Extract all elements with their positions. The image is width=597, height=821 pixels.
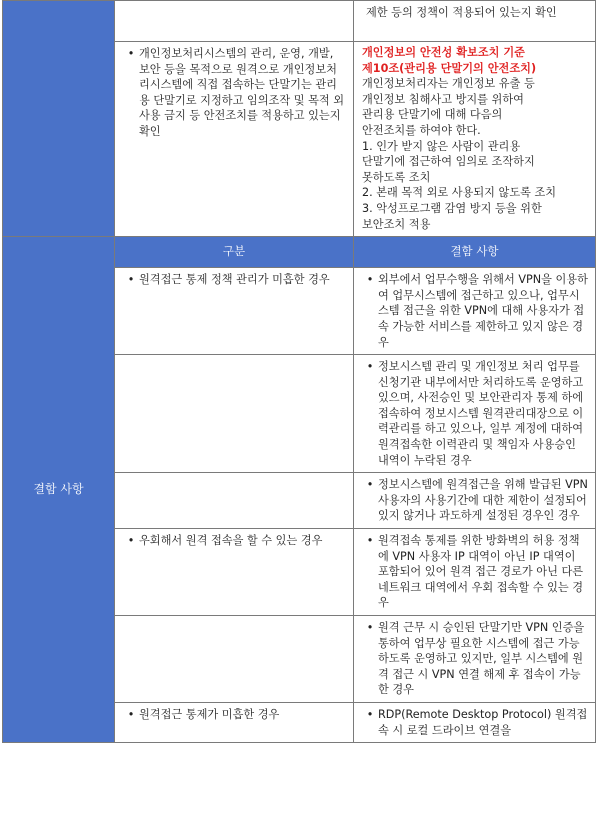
- bullet-icon: •: [127, 534, 135, 548]
- standard-line: 2. 본래 목적 외로 사용되지 않도록 조치: [362, 186, 557, 200]
- bullet-icon: •: [366, 707, 374, 721]
- finding-cell: [354, 268, 596, 355]
- finding-text: 외부에서 업무수행을 위해서 VPN을 이용하여 업무시스템에 접근하고 있으나, 업무시스템 접근을 위한 VPN에 대해 사용자가 접속 가능한 서비스를 제한하고 있지 않은 경우: [378, 273, 588, 349]
- category-text: 원격접근 통제가 미흡한 경우: [139, 707, 280, 721]
- finding-text: 정보시스템에 원격접근을 위해 발급된 VPN 사용자의 사용기간에 대한 제한이 설정되어 있지 않거나 과도하게 설정된 경우인 경우: [378, 478, 588, 523]
- standard-line: 보안조치 적용: [362, 217, 431, 231]
- top-row-2-right: [354, 42, 596, 237]
- finding-cell: [354, 473, 596, 529]
- top-side-cell: [3, 1, 115, 237]
- standard-line: 안전조치를 하여야 한다.: [362, 123, 481, 137]
- column-header-category: 구분: [115, 237, 354, 268]
- bullet-icon: •: [366, 478, 374, 492]
- top-row-1-left: [115, 1, 354, 42]
- standard-line: 못하도록 조치: [362, 170, 431, 184]
- check-item-text: 개인정보처리시스템의 관리, 운영, 개발, 보안 등을 목적으로 원격으로 개인정보처리시스템에 직접 접속하는 단말기는 관리용 단말기로 지정하고 임의조작 및 목적 외 사용 금지 등 안전조치를 적용하고 있는지 확인: [139, 47, 345, 138]
- bullet-icon: •: [127, 707, 135, 721]
- finding-text: 원격 근무 시 승인된 단말기만 VPN 인증을 통하여 업무상 필요한 시스템에 접근 가능하도록 운영하고 있지만, 일부 시스템에 원격 접근 시 VPN 연결 해제 후 접속이 가능한 경우: [378, 621, 585, 697]
- top-row-1-text: 제한 등의 정책이 적용되어 있는지 확인: [366, 6, 557, 19]
- finding-cell: [354, 529, 596, 616]
- top-row-1-right: [354, 1, 596, 42]
- category-cell: [115, 268, 354, 355]
- standard-line: 개인정보 침해사고 방지를 위하여: [362, 92, 524, 106]
- standard-article: 제10조(관리용 단말기의 안전조치): [362, 61, 537, 75]
- top-row-1: [3, 1, 596, 42]
- finding-cell: [354, 355, 596, 473]
- standard-line: 관리용 단말기에 대해 다음의: [362, 108, 503, 122]
- finding-text: 정보시스템 관리 및 개인정보 처리 업무를 신청기관 내부에서만 처리하도록 운영하고 있으며, 사전승인 및 보안관리자 통제 하에 접속하여 정보시스템 원격관리대장으로 이력관리를 하고 있으나, 일부 계정에 대하여 원격접속한 이력관리 및 책임자 사용승인 내역이 누락된 경우: [378, 360, 584, 467]
- finding-text: RDP(Remote Desktop Protocol) 원격접속 시 로컬 드라이브 연결을: [378, 707, 588, 737]
- category-cell: [115, 473, 354, 529]
- bullet-icon: •: [366, 621, 374, 634]
- standard-line: 1. 인가 받지 않은 사람이 관리용: [362, 139, 521, 153]
- section-side-label: 결함 사항: [3, 237, 115, 743]
- category-text: 원격접근 통제 정책 관리가 미흡한 경우: [139, 273, 330, 287]
- review-table: [2, 0, 596, 743]
- standard-line: 개인정보처리자는 개인정보 유출 등: [362, 77, 535, 91]
- standard-title: 개인정보의 안전성 확보조치 기준: [362, 46, 525, 59]
- bullet-icon: •: [127, 273, 135, 287]
- category-text: 우회해서 원격 접속을 할 수 있는 경우: [139, 534, 323, 548]
- category-cell: [115, 355, 354, 473]
- bullet-icon: •: [127, 47, 135, 60]
- category-cell: [115, 702, 354, 742]
- section-header-row: [3, 237, 596, 268]
- bullet-icon: •: [366, 534, 374, 548]
- finding-text: 원격접속 통제를 위한 방화벽의 허용 정책에 VPN 사용자 IP 대역이 아닌 IP 대역이 포함되어 있어 원격 접근 경로가 아닌 다른 네트워크 대역에서 우회 접속할 수 있는 경우: [378, 534, 584, 610]
- top-row-2-left: [115, 42, 354, 237]
- bullet-icon: •: [366, 360, 374, 374]
- finding-cell: [354, 616, 596, 703]
- standard-line: 단말기에 접근하여 임의로 조작하지: [362, 155, 535, 169]
- column-header-finding: 결함 사항: [354, 237, 596, 268]
- finding-cell: [354, 702, 596, 742]
- standard-line: 3. 악성프로그램 감염 방지 등을 위한: [362, 201, 542, 215]
- category-cell: [115, 529, 354, 616]
- bullet-icon: •: [366, 273, 374, 287]
- category-cell: [115, 616, 354, 703]
